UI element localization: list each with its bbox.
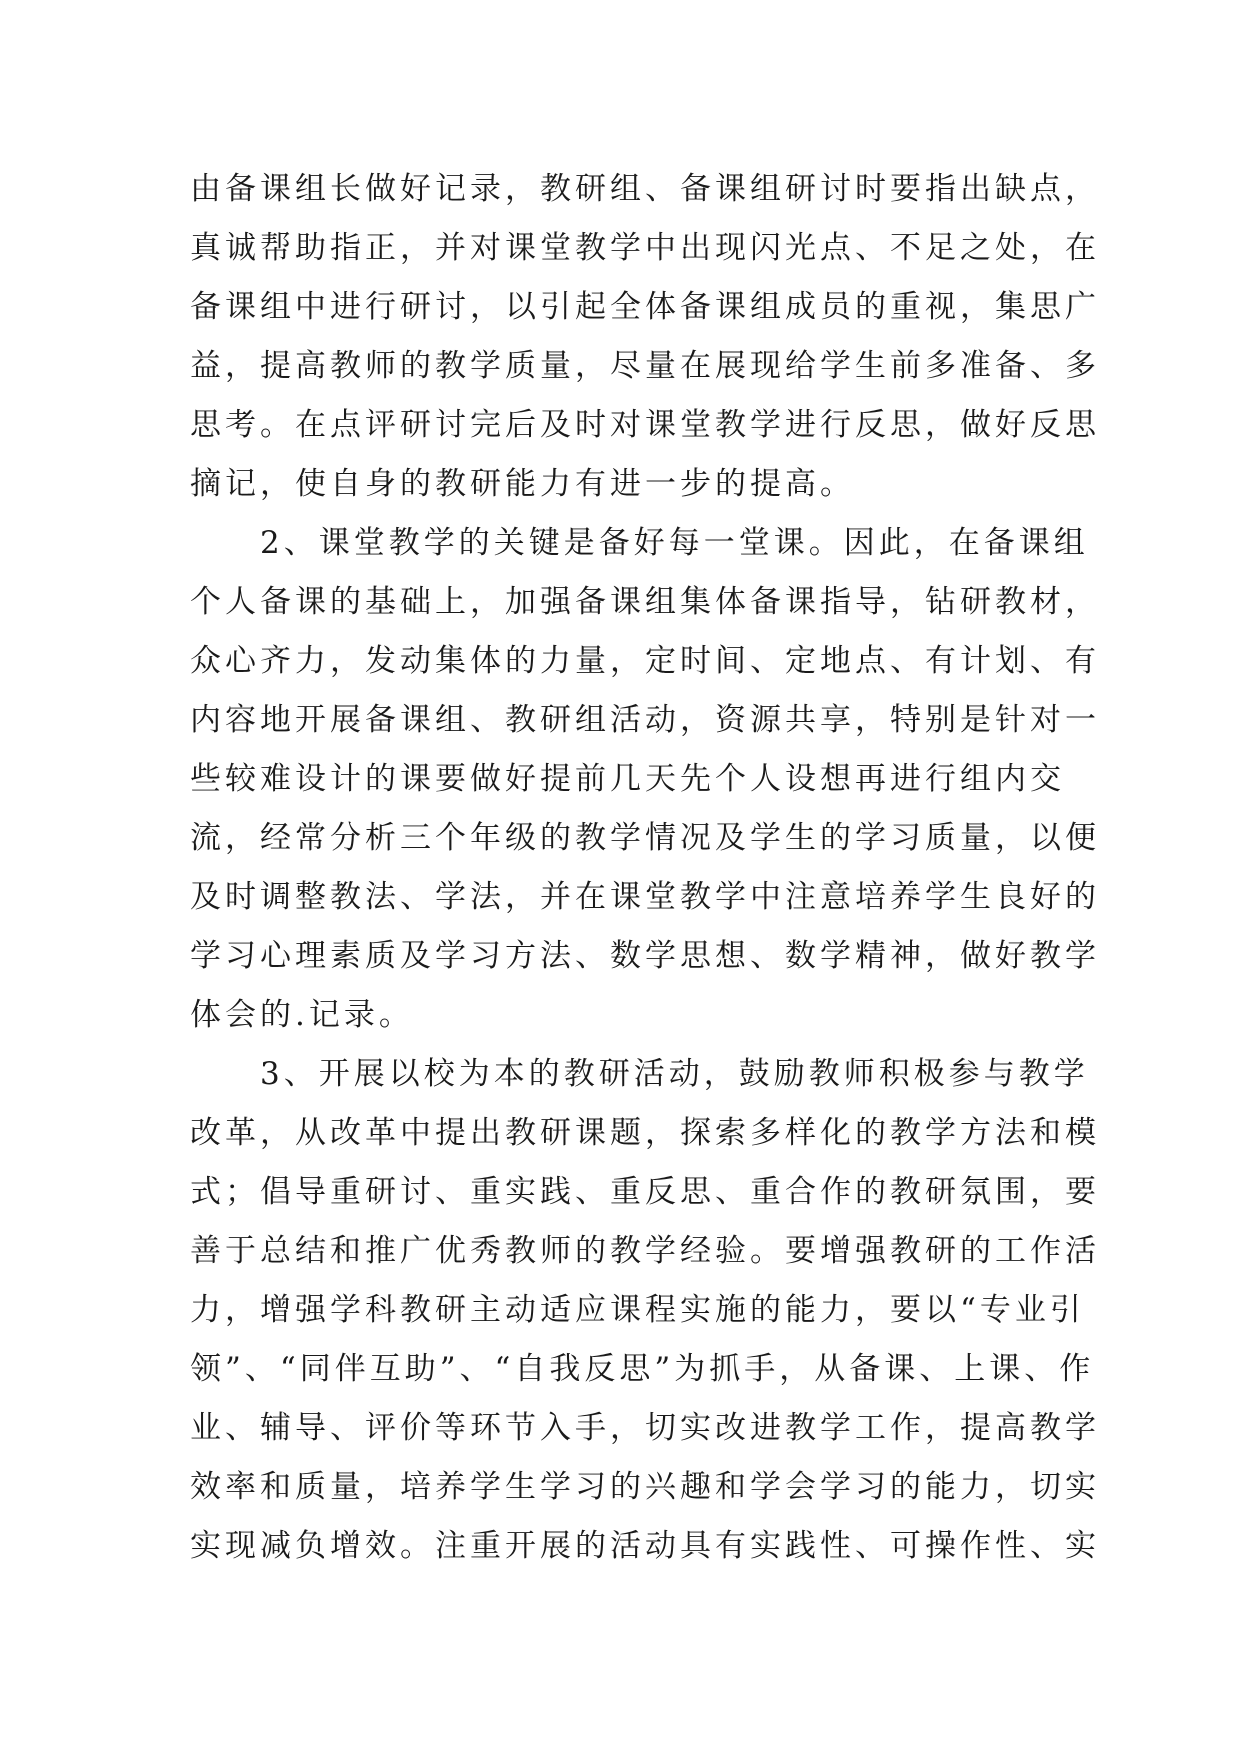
body-text xyxy=(190,160,1100,1576)
text-line: 流，经常分析三个年级的教学情况及学生的学习质量，以便 xyxy=(190,820,1100,856)
text-line: 式；倡导重研讨、重实践、重反思、重合作的教研氛围，要 xyxy=(190,1174,1100,1210)
text-line: 摘记，使自身的教研能力有进一步的提高。 xyxy=(190,466,855,502)
text-line: 内容地开展备课组、教研组活动，资源共享，特别是针对一 xyxy=(190,702,1100,738)
text-line: 实现减负增效。注重开展的活动具有实践性、可操作性、实 xyxy=(190,1528,1100,1564)
text-line: 领”、“同伴互助”、“自我反思”为抓手，从备课、上课、作 xyxy=(190,1351,1095,1387)
text-line: 备课组中进行研讨，以引起全体备课组成员的重视，集思广 xyxy=(190,289,1100,325)
text-line: 力，增强学科教研主动适应课程实施的能力，要以“专业引 xyxy=(190,1292,1085,1328)
text-line: 体会的.记录。 xyxy=(190,997,414,1033)
text-line: 善于总结和推广优秀教师的教学经验。要增强教研的工作活 xyxy=(190,1233,1100,1269)
text-line: 2、课堂教学的关键是备好每一堂课。因此，在备课组 xyxy=(190,525,1089,561)
text-line: 改革，从改革中提出教研课题，探索多样化的教学方法和模 xyxy=(190,1115,1100,1151)
text-line: 学习心理素质及学习方法、数学思想、数学精神，做好教学 xyxy=(190,938,1100,974)
text-line: 及时调整教法、学法，并在课堂教学中注意培养学生良好的 xyxy=(190,879,1100,915)
text-line: 业、辅导、评价等环节入手，切实改进教学工作，提高教学 xyxy=(190,1410,1100,1446)
text-line: 思考。在点评研讨完后及时对课堂教学进行反思，做好反思 xyxy=(190,407,1100,443)
text-line: 益，提高教师的教学质量，尽量在展现给学生前多准备、多 xyxy=(190,348,1100,384)
text-line: 众心齐力，发动集体的力量，定时间、定地点、有计划、有 xyxy=(190,643,1100,679)
text-line: 真诚帮助指正，并对课堂教学中出现闪光点、不足之处，在 xyxy=(190,230,1100,266)
text-line: 个人备课的基础上，加强备课组集体备课指导，钻研教材， xyxy=(190,584,1100,620)
text-line: 些较难设计的课要做好提前几天先个人设想再进行组内交 xyxy=(190,761,1065,797)
text-line: 3、开展以校为本的教研活动，鼓励教师积极参与教学 xyxy=(190,1056,1089,1092)
text-line: 效率和质量，培养学生学习的兴趣和学会学习的能力，切实 xyxy=(190,1469,1100,1505)
text-line: 由备课组长做好记录，教研组、备课组研讨时要指出缺点， xyxy=(190,171,1100,207)
